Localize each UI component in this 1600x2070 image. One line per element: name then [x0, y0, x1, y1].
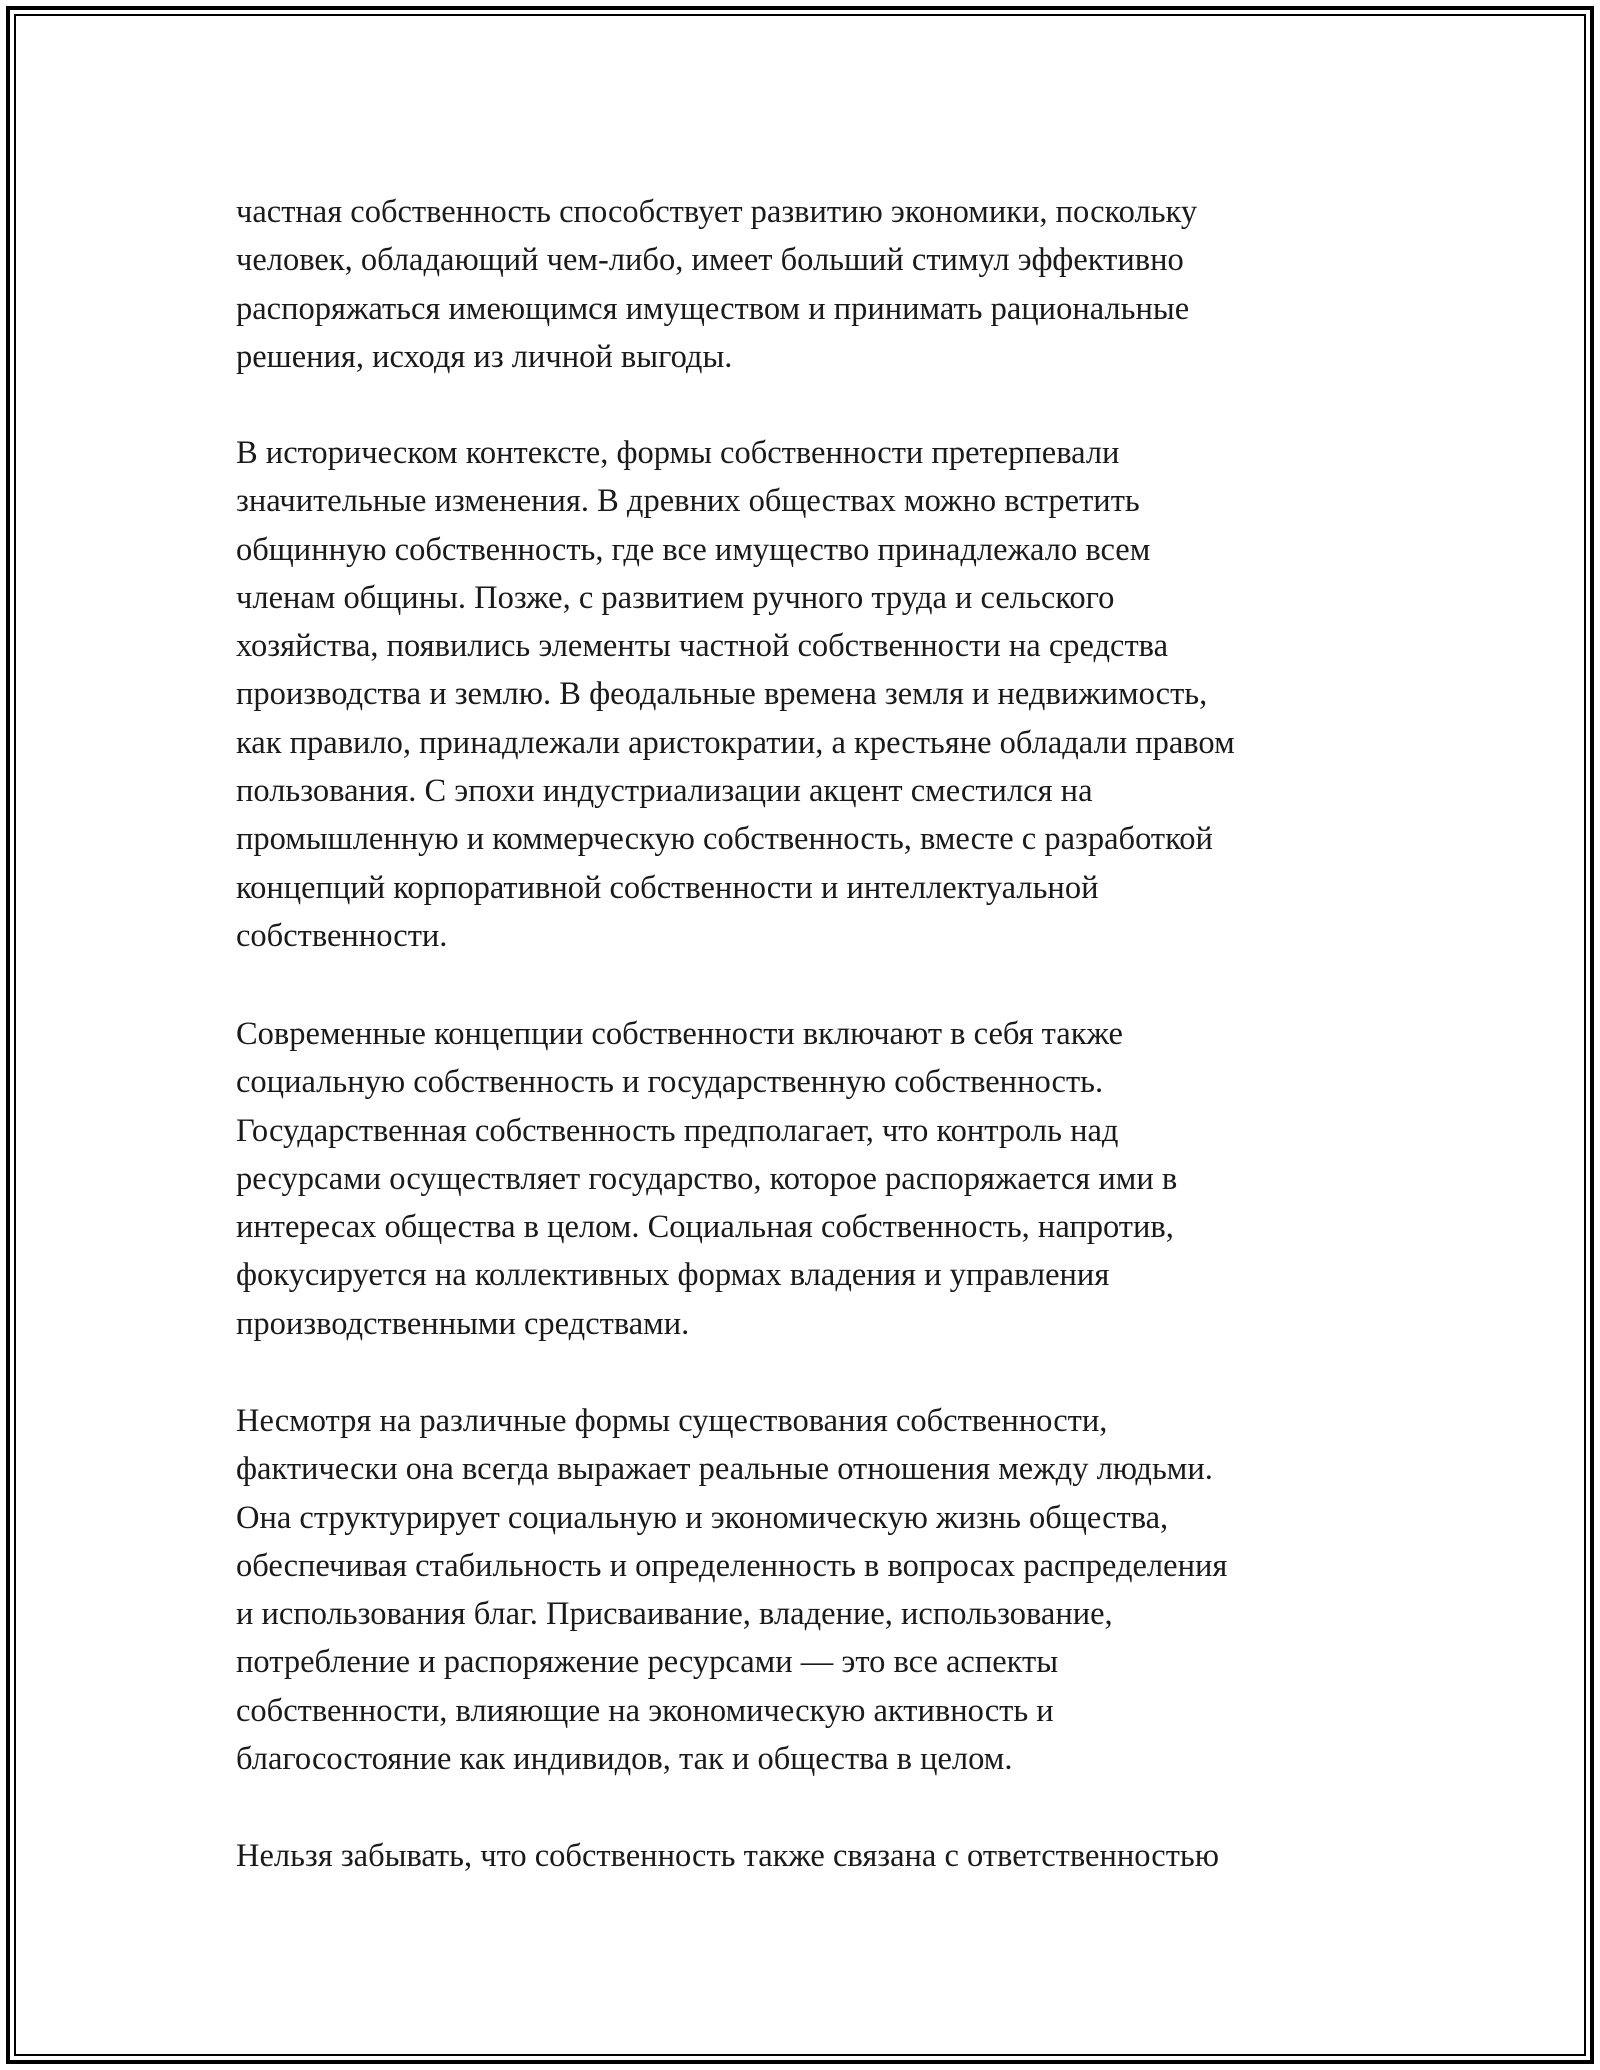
paragraph-5 [236, 1832, 1376, 1880]
text-line: потребление и распоряжение ресурсами — это все аспекты [236, 1644, 1059, 1681]
text-line: Нельзя забывать, что собственность также связана с ответственностью [236, 1838, 1220, 1874]
text-line: производства и землю. В феодальные времена земля и недвижимость, [236, 676, 1208, 713]
text-line: Государственная собственность предполагает, что контроль над [236, 1112, 1119, 1149]
paragraph-4 [236, 1397, 1376, 1783]
text-line: собственности. [236, 917, 448, 954]
text-line: распоряжаться имеющимся имуществом и принимать рациональные [236, 290, 1190, 327]
text-line: значительные изменения. В древних обществах можно встретить [236, 483, 1140, 520]
text-line: производственными средствами. [236, 1305, 690, 1342]
text-line: человек, обладающий чем-либо, имеет больший стимул эффективно [236, 242, 1184, 279]
text-line: социальную собственность и государственную собственность. [236, 1064, 1104, 1101]
paragraph-1 [236, 188, 1376, 381]
paragraph-2 [236, 429, 1376, 960]
text-line: В историческом контексте, формы собственности претерпевали [236, 435, 1120, 471]
text-line: обеспечивая стабильность и определенность в вопросах распределения [236, 1547, 1228, 1584]
text-line: Несмотря на различные формы существования собственности, [236, 1403, 1108, 1439]
text-line: Она структурирует социальную и экономическую жизнь общества, [236, 1499, 1169, 1536]
text-line: концепций корпоративной собственности и интеллектуальной [236, 869, 1099, 906]
text-line: ресурсами осуществляет государство, которое распоряжается ими в [236, 1160, 1178, 1197]
text-line: благосостояние как индивидов, так и общества в целом. [236, 1741, 1013, 1778]
text-line: общинную собственность, где все имущество принадлежало всем [236, 531, 1151, 568]
text-line: собственности, влияющие на экономическую активность и [236, 1692, 1054, 1729]
text-line: фактически она всегда выражает реальные отношения между людьми. [236, 1451, 1213, 1488]
paragraph-3 [236, 1010, 1376, 1348]
text-line: как правило, принадлежали аристократии, а крестьяне обладали правом [236, 724, 1235, 761]
text-line: пользования. С эпохи индустриализации акцент сместился на [236, 773, 1093, 810]
text-line: и использования благ. Присваивание, владение, использование, [236, 1596, 1113, 1633]
text-line: Современные концепции собственности включают в себя также [236, 1016, 1123, 1052]
text-line: промышленную и коммерческую собственность, вместе с разработкой [236, 821, 1213, 858]
text-line: интересах общества в целом. Социальная собственность, напротив, [236, 1209, 1174, 1246]
text-line: решения, исходя из личной выгоды. [236, 338, 733, 375]
text-line: фокусируется на коллективных формах владения и управления [236, 1257, 1110, 1294]
text-line: частная собственность способствует развитию экономики, поскольку [236, 194, 1198, 230]
text-line: хозяйства, появились элементы частной собственности на средства [236, 628, 1168, 665]
text-line: членам общины. Позже, с развитием ручного труда и сельского [236, 579, 1115, 616]
